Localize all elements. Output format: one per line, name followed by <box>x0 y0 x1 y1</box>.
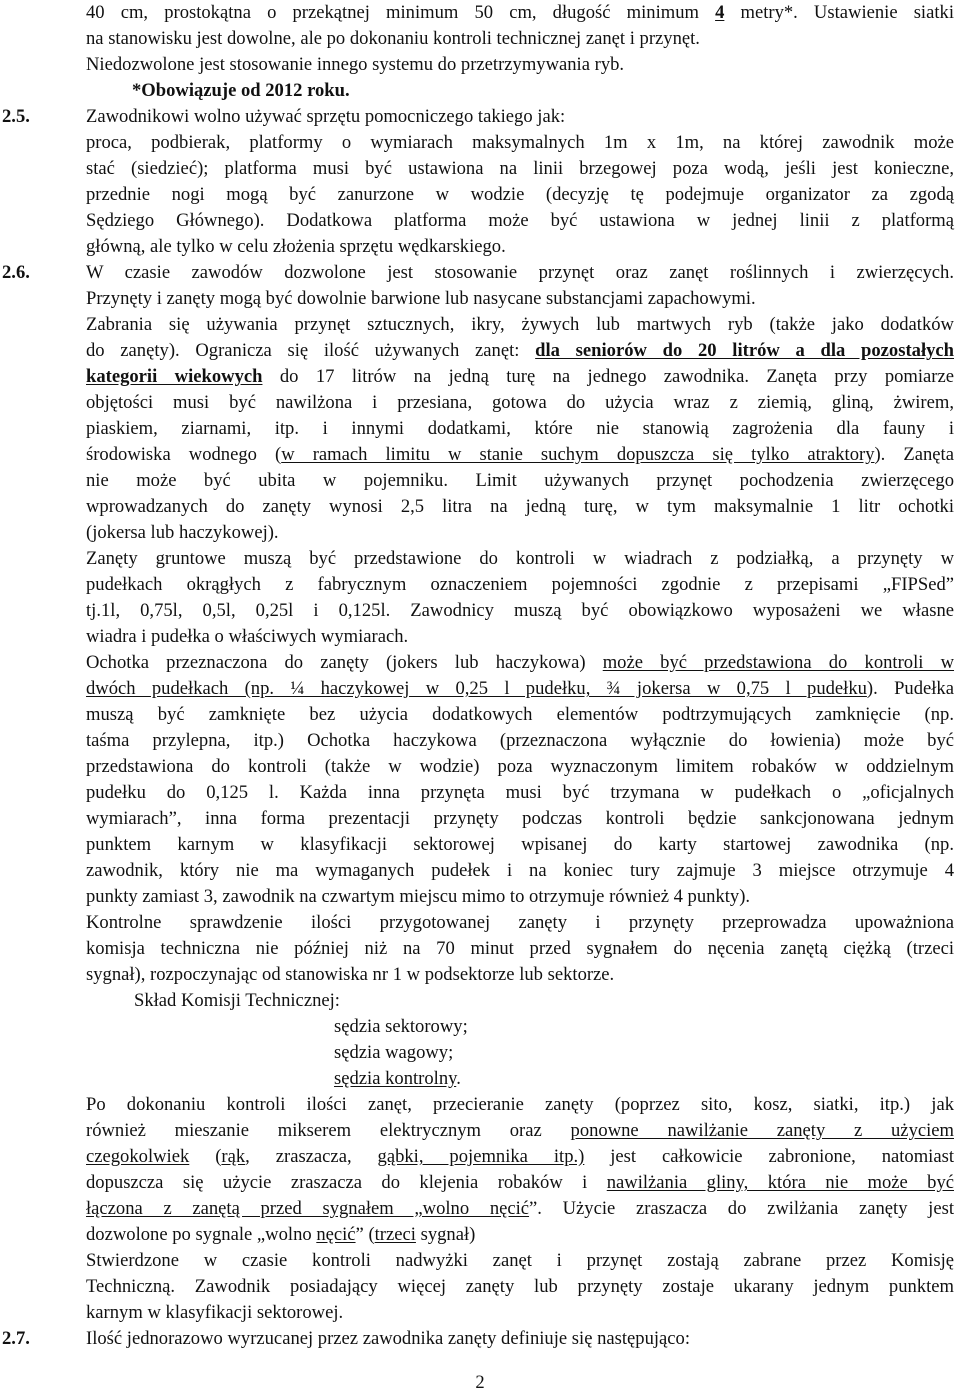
text-line: taśma przylepna, itp.) Ochotka haczykowa (przeznaczona wyłącznie do łowienia) może być <box>86 730 954 751</box>
text-line: Skład Komisji Technicznej: <box>134 990 340 1011</box>
text-line: tj.1l, 0,75l, 0,5l, 0,25l i 0,125l. Zawodnicy muszą być obowiązkowo wyposażeni we własne <box>86 600 954 621</box>
text-line: Ochotka przeznaczona do zanęty (jokers lub haczykowa) może być przedstawiona do kontroli w <box>86 652 955 673</box>
text-line: pudełkach okrągłych z fabrycznym oznaczeniem pojemności zgodnie z przepisami „FIPSed” <box>86 574 954 595</box>
text-line: wprowadzanych do zanęty wynosi 2,5 litra na jedną turę, w tym maksymalnie 1 litr ochotki <box>86 496 954 517</box>
text-line: sędzia kontrolny. <box>334 1068 461 1089</box>
text-line: również mieszanie mikserem elektrycznym oraz ponowne nawilżanie zanęty z użyciem <box>86 1120 954 1141</box>
text-line: sędzia sektorowy; <box>334 1016 468 1037</box>
text-line: Zawodnikowi wolno używać sprzętu pomocniczego takiego jak: <box>86 106 566 127</box>
text-line: nie może być ubita w pojemniku. Limit używanych przynęt pochodzenia zwierzęcego <box>86 470 954 491</box>
text-line: zawodnik, który nie ma wymaganych pudełek i na koniec tury zajmuje 3 miejsce otrzymuje 4 <box>86 860 954 881</box>
text-line: przedstawiona do kontroli (także w wodzie) poza wyznaczonym limitem robaków w oddzielnym <box>86 756 954 777</box>
section-number: 2.7. <box>2 1328 30 1349</box>
text-line: 40 cm, prostokątna o przekątnej minimum 50 cm, długość minimum 4 metry*. Ustawienie siatki <box>86 2 954 23</box>
text-line: łączona z zanętą przed sygnałem „wolno nęcić”. Użycie zraszacza do zwilżania zanęty jest <box>86 1198 954 1219</box>
text-line: W czasie zawodów dozwolone jest stosowanie przynęt oraz zanęt roślinnych i zwierzęcych. <box>86 262 954 283</box>
text-line: Sędziego Głównego). Dodatkowa platforma może być ustawiona w jednej linii z platformą <box>86 210 954 231</box>
text-line: (jokersa lub haczykowej). <box>86 522 279 543</box>
text-line: kategorii wiekowych do 17 litrów na jedną turę na jednego zawodnika. Zanęta przy pomiarze <box>86 366 954 387</box>
text-line: Kontrolne sprawdzenie ilości przygotowanej zanęty i przynęty przeprowadza upoważniona <box>86 912 954 933</box>
text-line: wymiarach”, inna forma prezentacji przynęty podczas kontroli będzie sankcjonowana jednym <box>86 808 954 829</box>
text-line: proca, podbierak, platformy o wymiarach maksymalnych 1m x 1m, na której zawodnik może <box>86 132 954 153</box>
page-number: 2 <box>475 1372 485 1393</box>
text-line: Niedozwolone jest stosowanie innego systemu do przetrzymywania ryb. <box>86 54 625 75</box>
text-line: czegokolwiek (rąk, zraszacza, gąbki, pojemnika itp.) jest całkowicie zabronione, natomiast <box>86 1146 954 1167</box>
text-line: wiadra i pudełka o właściwych wymiarach. <box>86 626 409 647</box>
section-number: 2.5. <box>2 106 30 127</box>
text-line: muszą być zamknięte bez użycia dodatkowych elementów podtrzymujących zamknięcie (np. <box>86 704 954 725</box>
text-line: sędzia wagowy; <box>334 1042 454 1063</box>
section-number: 2.6. <box>2 262 30 283</box>
text-line: Techniczną. Zawodnik posiadający więcej zanęty lub przynęty zostaje ukarany jednym punktem <box>86 1276 954 1297</box>
text-line: środowiska wodnego (w ramach limitu w stanie suchym dopuszcza się tylko atraktory). Zanęta <box>86 444 954 465</box>
text-line: Zanęty gruntowe muszą być przedstawione do kontroli w wiadrach z podziałką, a przynęty w <box>86 548 954 569</box>
text-line: *Obowiązuje od 2012 roku. <box>132 80 350 101</box>
text-line: objętości musi być nawilżona i przesiana, gotowa do użycia wraz z ziemią, gliną, żwirem, <box>86 392 954 413</box>
text-line: karnym w klasyfikacji sektorowej. <box>86 1302 344 1323</box>
text-line: do zanęty). Ogranicza się ilość używanych zanęt: dla seniorów do 20 litrów a dla pozostałych <box>86 340 955 361</box>
text-line: pudełku do 0,125 l. Każda inna przynęta musi być trzymana w pudełkach o „oficjalnych <box>86 782 954 803</box>
text-line: przednie nogi mogą być zanurzone w wodzie (decyzję tę podejmuje organizator za zgodą <box>86 184 954 205</box>
text-line: Po dokonaniu kontroli ilości zanęt, przecieranie zanęty (poprzez sito, kosz, siatki, itp.) jak <box>86 1094 954 1115</box>
text-line: piaskiem, ziarnami, itp. i innymi dodatkami, które nie stanowią zagrożenia dla fauny i <box>86 418 954 439</box>
text-line: Ilość jednorazowo wyrzucanej przez zawodnika zanęty definiuje się następująco: <box>86 1328 691 1349</box>
text-line: dopuszcza się użycie zraszacza do klejenia robaków i nawilżania gliny, która nie może być <box>86 1172 954 1193</box>
text-line: na stanowisku jest dowolne, ale po dokonaniu kontroli technicznej zanęt i przynęt. <box>86 28 700 49</box>
text-line: Przynęty i zanęty mogą być dowolnie barwione lub nasycane substancjami zapachowymi. <box>86 288 756 309</box>
text-line: główną, ale tylko w celu złożenia sprzętu wędkarskiego. <box>86 236 506 257</box>
text-line: dwóch pudełkach (np. ¼ haczykowej w 0,25 l pudełku, ¾ jokersa w 0,75 l pudełku). Pudełka <box>86 678 954 699</box>
text-line: Zabrania się używania przynęt sztucznych, ikry, żywych lub martwych ryb (także jako dodatków <box>86 314 954 335</box>
text-line: stać (siedzieć); platforma musi być ustawiona na linii brzegowej poza wodą, jeśli jest konieczne, <box>86 158 954 179</box>
text-line: komisja techniczna nie później niż na 70 minut przed sygnałem do nęcenia zanętą ciężką (trzeci <box>86 938 954 959</box>
text-line: punkty zamiast 3, zawodnik na czwartym miejscu mimo to otrzymuje również 4 punkty). <box>86 886 751 907</box>
text-line: sygnał), rozpoczynając od stanowiska nr 1 w podsektorze lub sektorze. <box>86 964 615 985</box>
text-line: punktem karnym w klasyfikacji sektorowej wpisanej do karty startowej zawodnika (np. <box>86 834 954 855</box>
text-line: Stwierdzone w czasie kontroli nadwyżki zanęt i przynęt zostają zabrane przez Komisję <box>86 1250 954 1271</box>
text-line: dozwolone po sygnale „wolno nęcić” (trzeci sygnał) <box>86 1224 476 1245</box>
